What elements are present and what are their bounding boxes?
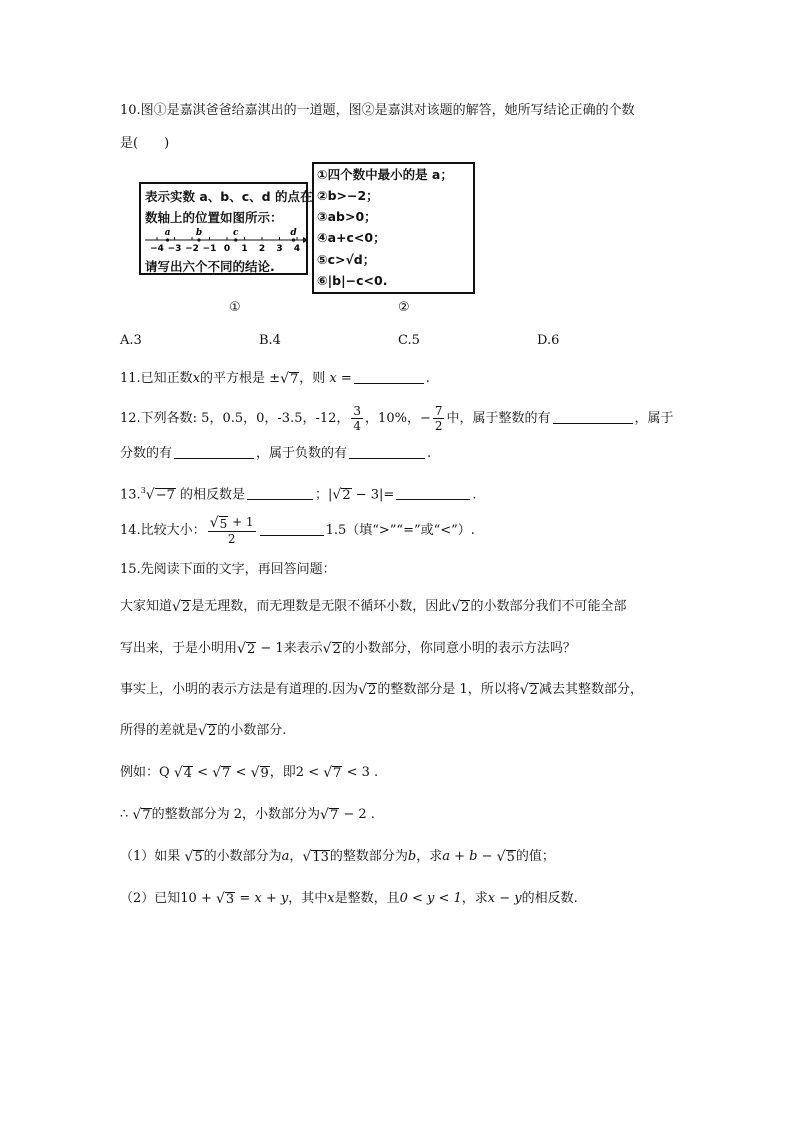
fig2-item-4: ④a+c<0；: [317, 230, 386, 245]
q13: 13.$^3$ √ −7 的相反数是 ；| √ 2 − 3|= .: [120, 486, 477, 504]
q15-p2: 写出来，于是小明用 √ 2 − 1来表示 √ 2 的小数部分，你同意小明的表示方法吗？: [120, 641, 576, 657]
fraction-sqrt5-plus1-over-2: √ 5 + 1 2: [209, 515, 254, 546]
q14: 14.比较大小： √ 5 + 1 2 1.5（填“>”“=”或“<”）.: [120, 515, 475, 546]
tick-label: −3: [167, 244, 182, 254]
tick-label: 3: [276, 244, 283, 254]
q12-line2: 分数的有 ，属于负数的有 .: [120, 446, 432, 461]
figure-label-1: ①: [229, 300, 241, 315]
figure-2-box: [312, 162, 475, 294]
fraction-7-2: $\frac{7}{2}$: [434, 404, 443, 433]
number-line: [143, 226, 308, 254]
tick-label: 1: [241, 244, 248, 254]
tick-label: −1: [202, 244, 217, 254]
point-d: [292, 238, 295, 241]
point-label-d: d: [290, 228, 297, 238]
q15-sub1: （1）如果 √ 5 的小数部分为a， √ 13 的整数部分为b，求a + b − √ 5 的值；: [120, 849, 555, 865]
point-c: [234, 238, 237, 241]
fig2-item-1: ①四个数中最小的是 a；: [317, 167, 453, 182]
q15-p1: 大家知道 √ 2 是无理数，而无理数是无限不循环小数，因此 √ 2 的小数部分我们不可能全部: [120, 599, 627, 615]
q13-blank-1[interactable]: [247, 485, 313, 500]
point-b: [197, 238, 200, 241]
q15-example: 例如：Q √ 4 < √ 7 < √ 9 ，即2 < √ 7 < 3 .: [120, 765, 379, 781]
option-b[interactable]: B.4: [259, 333, 281, 348]
q10-line1: 10.图①是嘉淇爸爸给嘉淇出的一道题，图②是嘉淇对该题的解答，她所写结论正确的个数: [120, 103, 635, 118]
tick-label: −2: [185, 244, 199, 254]
fig1-line1: 表示实数 a、b、c、d 的点在: [145, 189, 313, 204]
q12-line1: 12.下列各数: 5，0.5，0，-3.5，-12， $\frac{3}{4}$ ，10%，− $\frac{7}{2}$ 中，属于整数的有 ，属于: [120, 404, 674, 433]
sqrt-2: √ 2: [332, 487, 351, 504]
q12-fraction-blank[interactable]: [174, 444, 254, 459]
cbrt-neg7: √ −7: [145, 487, 175, 504]
tick-label: 0: [223, 244, 231, 254]
fig2-item-6: ⑥|b|−c<0.: [317, 273, 388, 288]
q15-title: 15.先阅读下面的文字，再回答问题：: [120, 562, 336, 577]
option-d[interactable]: D.6: [537, 333, 560, 348]
q15-p4: 所得的差就是 √ 2 的小数部分.: [120, 723, 287, 739]
fig2-item-5: ⑤c>√d；: [317, 252, 376, 267]
figure-1-box: [139, 182, 313, 275]
sqrt-7: √ 7: [280, 371, 299, 387]
point-a: [166, 238, 169, 241]
q15-therefore: ∴ √ 7 的整数部分为 2，小数部分为 √ 7 − 2 .: [120, 807, 375, 823]
fraction-3-4: $\frac{3}{4}$: [353, 404, 362, 433]
fig1-line3: 请写出六个不同的结论.: [145, 259, 275, 274]
q12-negative-blank[interactable]: [349, 444, 425, 459]
q10-line2: 是( ): [120, 136, 170, 151]
option-a[interactable]: A.3: [120, 333, 142, 348]
point-label-a: a: [164, 228, 171, 238]
point-label-b: b: [195, 228, 203, 238]
figure-label-2: ②: [398, 300, 410, 315]
q11-answer-blank[interactable]: [354, 369, 424, 384]
fig1-line2: 数轴上的位置如图所示：: [145, 210, 283, 225]
q15-p3: 事实上，小明的表示方法是有道理的.因为 √ 2 的整数部分是 1，所以将 √ 2 减去其整数部分，: [120, 682, 643, 698]
tick-label: −4: [150, 244, 164, 254]
option-c[interactable]: C.5: [398, 333, 420, 348]
tick-label: 2: [258, 244, 266, 254]
tick-label: 4: [293, 244, 301, 254]
q14-compare-blank[interactable]: [260, 521, 324, 536]
q12-integer-blank[interactable]: [553, 409, 633, 424]
point-label-c: c: [233, 228, 239, 238]
q10-options: [0, 331, 794, 351]
fig2-item-3: ③ab>0；: [317, 209, 377, 224]
q11: 11.已知正数x的平方根是 ± √ 7 ，则 x = .: [120, 371, 430, 387]
q13-blank-2[interactable]: [396, 485, 470, 500]
fig2-item-2: ②b>−2；: [317, 188, 379, 203]
q15-sub2: （2）已知10 + √ 3 = x + y，其中x是整数，且0 < y < 1，求x − y的相反数.: [120, 891, 578, 907]
